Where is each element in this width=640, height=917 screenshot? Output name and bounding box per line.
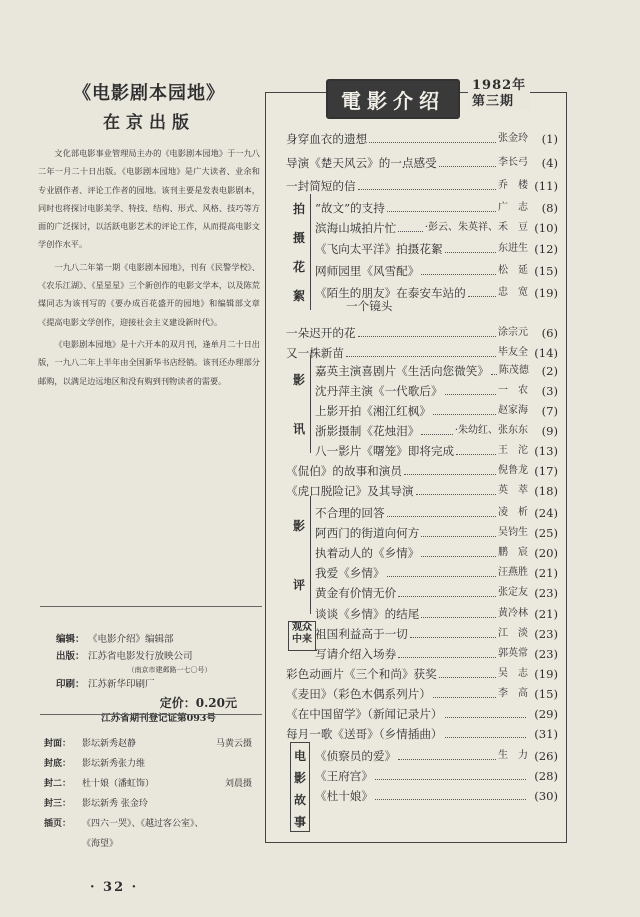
toc-entry-title: 嘉英主演喜剧片《生活向您微笑》 — [315, 364, 489, 378]
credit-row — [44, 774, 266, 794]
section-label-char: 影 — [292, 372, 305, 387]
toc-leader-dots — [445, 737, 526, 738]
toc-entry-author: 乔 楼 — [498, 180, 528, 191]
toc-leader-dots — [445, 394, 496, 395]
toc-entry-title: 《陌生的朋友》在泰安车站的 — [315, 286, 466, 300]
toc-leader-dots — [358, 336, 496, 337]
toc-entry-title: 导演《楚天风云》的一点感受 — [286, 156, 437, 170]
toc-entry-author: 陈茂德 — [498, 365, 529, 376]
toc-entry-author: ·彭云、朱英祥、禾 豆 — [424, 222, 528, 233]
toc-entry — [286, 478, 558, 498]
credit-value: 《四六一哭》、《越过客公室》、 — [82, 819, 204, 829]
announcement-paragraph: 一九八二年第一期《电影剧本园地》，刊有《民警学校》、《农乐江湖》、《星星星》三个新创作的电影文学本，以及陈荒煤同志为该刊写的《要办成百花盛开的园地》和编辑部文章《提高电影文学创作，迎接社会主义建设新时代》。 — [38, 261, 260, 327]
toc-leader-dots — [387, 576, 496, 577]
cover-credits — [44, 734, 266, 854]
toc-entry — [315, 601, 558, 621]
toc-entry-title: 身穿血衣的遗想 — [286, 132, 368, 146]
toc-entry — [286, 320, 558, 340]
section-label-char: 事 — [293, 815, 306, 829]
credit-value: 《海望》 — [82, 839, 119, 849]
toc-entry-page: (6) — [541, 326, 558, 340]
credit-row — [44, 754, 266, 774]
toc-leader-dots — [456, 454, 496, 455]
toc-entry-title: 我爱《乡情》 — [315, 566, 385, 580]
toc-entry-page: (19) — [534, 667, 558, 681]
toc-entry — [315, 783, 558, 803]
issue-info — [468, 78, 530, 110]
registration: 江苏省期刊登记证第093号 — [101, 713, 216, 724]
toc-entry-page: (21) — [534, 566, 558, 580]
toc-entry-title: 《杜十娘》 — [315, 789, 373, 803]
toc-entry-author: 鹏 宸 — [498, 547, 528, 558]
toc-entry-title: 《飞向太平洋》拍摄花絮 — [315, 242, 443, 256]
toc-entry-title: 不合理的回答 — [315, 506, 385, 520]
toc-entry — [315, 438, 558, 458]
toc-entry-page: (8) — [541, 201, 558, 215]
credit-row — [44, 834, 266, 854]
announcement-paragraph: 《电影剧本园地》是十六开本的双月刊，逢单月二十日出版，一九八二年上半年由全国新华书店经销。该刊还办理部分邮购，以满足边远地区和没有购到刊物读者的需要。 — [38, 338, 260, 386]
announcement-body — [38, 144, 260, 390]
section-label-char: 电 — [293, 749, 306, 763]
printer: 江苏新华印刷厂 — [88, 679, 155, 690]
credit-label: 封面： — [44, 739, 72, 749]
toc-entry-author: 黄冷林 — [498, 608, 528, 619]
toc-entry — [315, 398, 558, 418]
toc-entry-author: 吴 志 — [498, 668, 528, 679]
toc-entry — [315, 743, 558, 763]
toc-entry-page: (15) — [534, 264, 558, 278]
toc-entry-page: (9) — [541, 424, 558, 438]
credit-value: 影坛新秀 张金玲 — [82, 799, 148, 809]
toc-leader-dots — [445, 252, 496, 253]
toc-entry-title: “故文”的支持 — [315, 201, 385, 215]
credit-photographer: 刘晨摄 — [224, 779, 252, 789]
toc-entry — [286, 173, 558, 193]
toc-leader-dots — [375, 799, 526, 800]
issue-number: 第三期 — [472, 94, 515, 109]
toc-continuation: 一个镜头 — [346, 299, 393, 313]
toc-entry-author: 吴钧生 — [498, 527, 528, 538]
toc-entry-author: 赵家海 — [498, 405, 528, 416]
toc-entry-page: (30) — [534, 789, 558, 803]
toc-entry-page: (17) — [534, 464, 558, 478]
toc-entry-page: (12) — [534, 242, 558, 256]
toc-entry-page: (20) — [534, 546, 558, 560]
section-label-char: 摄 — [292, 230, 305, 245]
section-label-char: 影 — [293, 771, 306, 785]
toc-entry-title: 网师园里《风雪配》 — [315, 264, 420, 278]
toc-entry-author: 涂宗元 — [498, 327, 528, 338]
toc-entry-author: 汪燕胜 — [498, 567, 528, 578]
toc-entry-title: 一封简短的信 — [286, 179, 356, 193]
section-label-char: 影 — [292, 518, 305, 533]
toc-entry-author: ·朱幼红、张东东 — [454, 425, 528, 436]
toc-entry-title: 《虎口脱险记》及其导演 — [286, 484, 414, 498]
toc-entry-author: 广 志 — [498, 202, 528, 213]
toc-entry-author: 英 萃 — [498, 485, 528, 496]
toc-entry-page: (15) — [534, 687, 558, 701]
toc-entry-author: 李 高 — [498, 688, 528, 699]
toc-leader-dots — [346, 356, 496, 357]
credit-value: 影坛新秀赵静 — [82, 739, 137, 749]
toc-entry — [286, 458, 558, 478]
toc-entry-page: (29) — [534, 707, 558, 721]
divider — [40, 606, 262, 607]
credit-label: 插页： — [44, 819, 72, 829]
issue-year: 1982年 — [472, 78, 527, 93]
toc-entry-page: (24) — [534, 506, 558, 520]
price: 定价：0.20元 — [159, 696, 237, 710]
section-label-char: 故 — [293, 793, 306, 807]
section-label-yingxun — [290, 355, 311, 453]
toc-entry-page: (23) — [534, 647, 558, 661]
toc-leader-dots — [398, 596, 496, 597]
toc-entry-title: 阿西门的街道向何方 — [315, 526, 420, 540]
toc-leader-dots — [410, 637, 496, 638]
toc-entry-page: (7) — [541, 404, 558, 418]
toc-leader-dots — [416, 494, 496, 495]
printer-label: 印刷： — [56, 679, 85, 690]
section-label-char: 拍 — [292, 201, 305, 216]
toc-entry-author: 王 沱 — [498, 445, 528, 456]
toc-entry-title: 彩色动画片《三个和尚》获奖 — [286, 667, 437, 681]
toc-entry — [315, 195, 558, 215]
toc-entry — [315, 358, 558, 378]
toc-entry-page: (10) — [534, 221, 558, 235]
credit-label: 封底： — [44, 759, 72, 769]
section-label-yingping — [290, 496, 311, 614]
toc-entry-author: 松 延 — [498, 265, 528, 276]
announcement — [38, 82, 260, 390]
toc-leader-dots — [421, 274, 496, 275]
section-label-guanzhong: 观众中来 — [288, 621, 316, 651]
toc-entry-author: 毕友全 — [498, 347, 528, 358]
toc-entry-author: 一 农 — [498, 385, 528, 396]
toc-leader-dots — [398, 657, 496, 658]
toc-entry-page: (25) — [534, 526, 558, 540]
toc-entry — [286, 701, 558, 721]
toc-entry-page: (23) — [534, 627, 558, 641]
toc-entry-author: 郭英常 — [498, 648, 528, 659]
toc-leader-dots — [369, 142, 496, 143]
toc-entry-title: 祖国利益高于一切 — [315, 627, 408, 641]
toc-entry — [315, 621, 558, 641]
toc-entry — [315, 560, 558, 580]
credit-row — [44, 734, 266, 754]
announcement-title: 《电影剧本园地》 — [73, 83, 225, 104]
toc-entry — [315, 236, 558, 256]
toc-entry — [315, 641, 558, 661]
toc-leader-dots — [439, 166, 496, 167]
toc-leader-dots — [375, 779, 526, 780]
credit-photographer: 马黄云摄 — [215, 739, 252, 749]
toc-entry-title: 执着动人的《乡情》 — [315, 546, 420, 560]
divider — [40, 714, 262, 715]
editor-label: 编辑： — [56, 634, 85, 645]
toc-entry-title: 滨海山城拍片忙 — [315, 221, 397, 235]
toc-entry-page: (21) — [534, 607, 558, 621]
toc-entry-page: (13) — [534, 444, 558, 458]
toc-entry-title: 上影开拍《湘江红枫》 — [315, 404, 431, 418]
toc-entry-title: 沈丹萍主演《一代歌后》 — [315, 384, 443, 398]
toc-entry-title: 《侃伯》的故事和演员 — [286, 464, 402, 478]
toc-entry-page: (28) — [534, 769, 558, 783]
toc-entry-author: 张定友 — [498, 587, 528, 598]
toc-entry-title: 谈谈《乡情》的结尾 — [315, 607, 420, 621]
toc-leader-dots — [421, 617, 496, 618]
toc-entry — [286, 150, 558, 170]
toc-leader-dots — [421, 556, 496, 557]
toc-leader-dots — [404, 474, 496, 475]
toc-entry-author: 东进生 — [498, 243, 528, 254]
toc-entry — [286, 661, 558, 681]
credit-row — [44, 794, 266, 814]
toc-leader-dots — [491, 374, 497, 375]
credit-row — [44, 814, 266, 834]
section-label-char: 花 — [292, 259, 305, 274]
toc-entry-page: (4) — [541, 156, 558, 170]
toc-masthead: 電影介绍 — [326, 79, 460, 119]
toc-entry-title: 一朵迟开的花 — [286, 326, 356, 340]
toc-entry-author: 倪鲁龙 — [498, 465, 528, 476]
toc-leader-dots — [433, 414, 496, 415]
toc-entry — [286, 126, 558, 146]
toc-entry — [286, 681, 558, 701]
announcement-paragraph: 文化部电影事业管理局主办的《电影剧本园地》于一九八二年一月二十日出版。《电影剧本园地》是广大读者、业余和专业剧作者、评论工作者的园地。该刊主要是发表电影剧本，同时也将探讨电影美学、特技、结构、形式、风格、技巧等方面的广泛探讨，以活跃电影艺术的评论工作，从而提高电影文学创作水平。 — [38, 148, 260, 250]
toc-entry — [286, 721, 558, 741]
toc-entry-author: 江 淡 — [498, 628, 528, 639]
toc-entry-author: 生 力 — [498, 750, 528, 761]
toc-entry — [315, 500, 558, 520]
toc-leader-dots — [358, 189, 496, 190]
toc-leader-dots — [387, 211, 496, 212]
toc-entry-page: (26) — [534, 749, 558, 763]
announcement-subtitle: 在京出版 — [103, 113, 195, 133]
section-label-char: 絮 — [292, 288, 305, 303]
page-number: · 32 · — [90, 880, 139, 895]
toc-entry — [315, 520, 558, 540]
toc-leader-dots — [445, 717, 526, 718]
section-label-char: 评 — [292, 577, 305, 592]
toc-entry — [315, 580, 558, 600]
toc-entry — [315, 418, 558, 438]
credit-label: 封三： — [44, 799, 72, 809]
toc-entry-title: 又一株新苗 — [286, 346, 344, 360]
toc-leader-dots — [468, 296, 496, 297]
credit-label: 封二： — [44, 779, 72, 789]
toc-entry-title: 八一影片《曙笼》即将完成 — [315, 444, 455, 458]
toc-entry-title: 写请介绍入场券 — [315, 647, 397, 661]
section-label-gushi — [290, 742, 310, 832]
toc-entry — [315, 280, 558, 300]
toc-entry-author: 忠 宽 — [498, 287, 528, 298]
toc-entry-title: 《麦田》（彩色木偶系列片） — [286, 687, 431, 701]
toc-entry-author: 凌 析 — [498, 507, 528, 518]
imprint — [56, 631, 261, 727]
toc-entry-title: 黄金有价情无价 — [315, 586, 397, 600]
toc-entry-page: (14) — [534, 346, 558, 360]
toc-entry — [286, 340, 558, 360]
publisher-address: （南京市建邺路一七〇号） — [127, 666, 212, 674]
toc-leader-dots — [439, 677, 496, 678]
toc-entry-page: (3) — [541, 384, 558, 398]
toc-entry-page: (19) — [534, 286, 558, 300]
credit-value: 杜十娘（潘虹饰） — [82, 779, 155, 789]
toc-leader-dots — [398, 231, 423, 232]
editor: 《电影介绍》编辑部 — [88, 634, 174, 645]
toc-leader-dots — [421, 434, 452, 435]
section-label-paishe — [290, 194, 311, 310]
toc-leader-dots — [421, 536, 496, 537]
toc-entry-page: (1) — [541, 132, 558, 146]
credit-value: 影坛新秀张力维 — [82, 759, 146, 769]
toc-entry-title: 浙影摄制《花烛泪》 — [315, 424, 420, 438]
toc-entry-author: 李长弓 — [498, 157, 528, 168]
toc-entry-title: 《在中国留学》（新闻记录片） — [286, 707, 443, 721]
toc-entry-page: (18) — [534, 484, 558, 498]
toc-entry — [315, 540, 558, 560]
toc-entry — [315, 763, 558, 783]
publisher-label: 出版： — [56, 651, 85, 662]
section-label-char: 讯 — [292, 421, 305, 436]
toc-entry-title: 《侦察员的爱》 — [315, 749, 397, 763]
publisher: 江苏省电影发行放映公司 — [88, 651, 193, 662]
toc-entry-page: (2) — [541, 364, 558, 378]
toc-entry-title: 《王府宫》 — [315, 769, 373, 783]
toc-entry-page: (23) — [534, 586, 558, 600]
toc-entry-page: (11) — [534, 179, 558, 193]
toc-leader-dots — [433, 697, 496, 698]
toc-entry — [315, 215, 558, 235]
toc-entry-title: 每月一歌《送哥》（乡情插曲） — [286, 727, 443, 741]
toc-entry — [315, 258, 558, 278]
toc-leader-dots — [387, 516, 496, 517]
toc-entry-author: 张金玲 — [498, 133, 528, 144]
toc-leader-dots — [398, 759, 496, 760]
toc-entry — [315, 378, 558, 398]
toc-entry-page: (31) — [534, 727, 558, 741]
